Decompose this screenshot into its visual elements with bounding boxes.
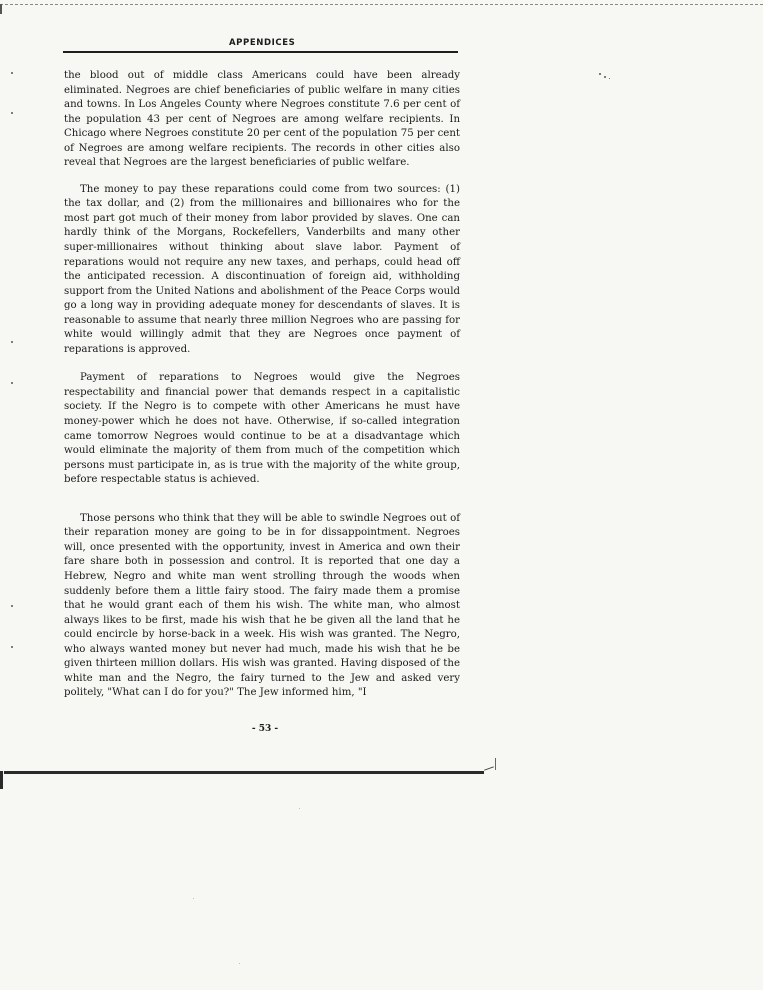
paragraph-spacer bbox=[64, 171, 460, 183]
page-bottom-corner bbox=[0, 771, 3, 789]
margin-speck bbox=[609, 78, 610, 79]
margin-speck bbox=[11, 112, 13, 114]
paragraph-welfare: the blood out of middle class Americans could have been already eliminated. Negroes are chief beneficiaries of public welfare in many cities and towns. In Los Angeles County where Negroes constitute 7.6 per cent of the population 43 per cent of Negroes are among welfare recipients. In Chicago where Negroes constitute 20 per cent of the population 75 per cent of Negroes are among welfare recipients. The records in other cities also reveal that Negroes are the largest beneficiaries of public welfare. bbox=[64, 70, 460, 169]
margin-speck bbox=[604, 76, 606, 78]
margin-speck bbox=[11, 646, 13, 648]
header-rule bbox=[63, 51, 458, 53]
paragraph-respectability: Payment of reparations to Negroes would give the Negroes respectability and financial power that demands respect in a capitalistic society. If the Negro is to compete with other Americans he must have money-power which he does not have. Otherwise, if so-called integration came tomorrow Negroes would continue to be at a disadvantage which would eliminate the majority of them from much of the competition which persons must participate in, as is true with the majority of the white group, before respectable status is achieved. bbox=[64, 372, 460, 486]
margin-speck bbox=[11, 341, 13, 343]
scan-mark bbox=[484, 766, 494, 770]
paragraph-spacer bbox=[64, 488, 460, 512]
page-header-title: APPENDICES bbox=[229, 38, 296, 48]
margin-speck bbox=[11, 72, 13, 74]
scan-dust bbox=[299, 808, 300, 809]
margin-speck bbox=[11, 382, 13, 384]
margin-speck bbox=[11, 605, 13, 607]
paragraph-funding: The money to pay these reparations could come from two sources: (1) the tax dollar, and (2) from the millionaires and billionaires who for the most part got much of their money from labor provided by slaves. One can hardly think of the Morgans, Rockefellers, Vanderbilts and many other super-millionaires without thinking about slave labor. Payment of reparations would not require any new taxes, and perhaps, could head off the anticipated recession. A discontinuation of foreign aid, withholding support from the United Nations and abolishment of the Peace Corps would go a long way in providing adequate money for descendants of slaves. It is reasonable to assume that nearly three million Negroes who are passing for white would willingly admit that they are Negroes once payment of reparations is approved. bbox=[64, 183, 460, 355]
page-number: - 53 - bbox=[251, 724, 279, 734]
scan-corner-mark bbox=[0, 4, 2, 14]
page-body bbox=[64, 69, 460, 701]
paragraph-fairy-story: Those persons who think that they will be able to swindle Negroes out of their reparation money are going to be in for dissappointment. Negroes will, once presented with the opportunity, invest in America and own their fare share both in possession and control. It is reported that one day a Hebrew, Negro and white man went strolling through the woods when suddenly before them a little fairy stood. The fairy made them a promise that he would grant each of them his wish. The white man, who almost always likes to be first, made his wish that he be given all the land that he could encircle by horse-back in a week. His wish was granted. The Negro, who always wanted money but never had much, made his wish that he be given thirteen million dollars. His wish was granted. Having disposed of the white man and the Negro, the fairy turned to the Jew and asked very politely, "What can I do for you?" The Jew informed him, "I bbox=[64, 512, 460, 699]
scan-dust bbox=[239, 963, 240, 964]
paragraph-spacer bbox=[64, 357, 460, 371]
page-bottom-edge bbox=[4, 771, 484, 774]
scan-top-edge bbox=[0, 4, 763, 5]
scan-dust bbox=[193, 898, 194, 899]
scan-mark bbox=[495, 758, 496, 770]
margin-speck bbox=[599, 73, 601, 75]
